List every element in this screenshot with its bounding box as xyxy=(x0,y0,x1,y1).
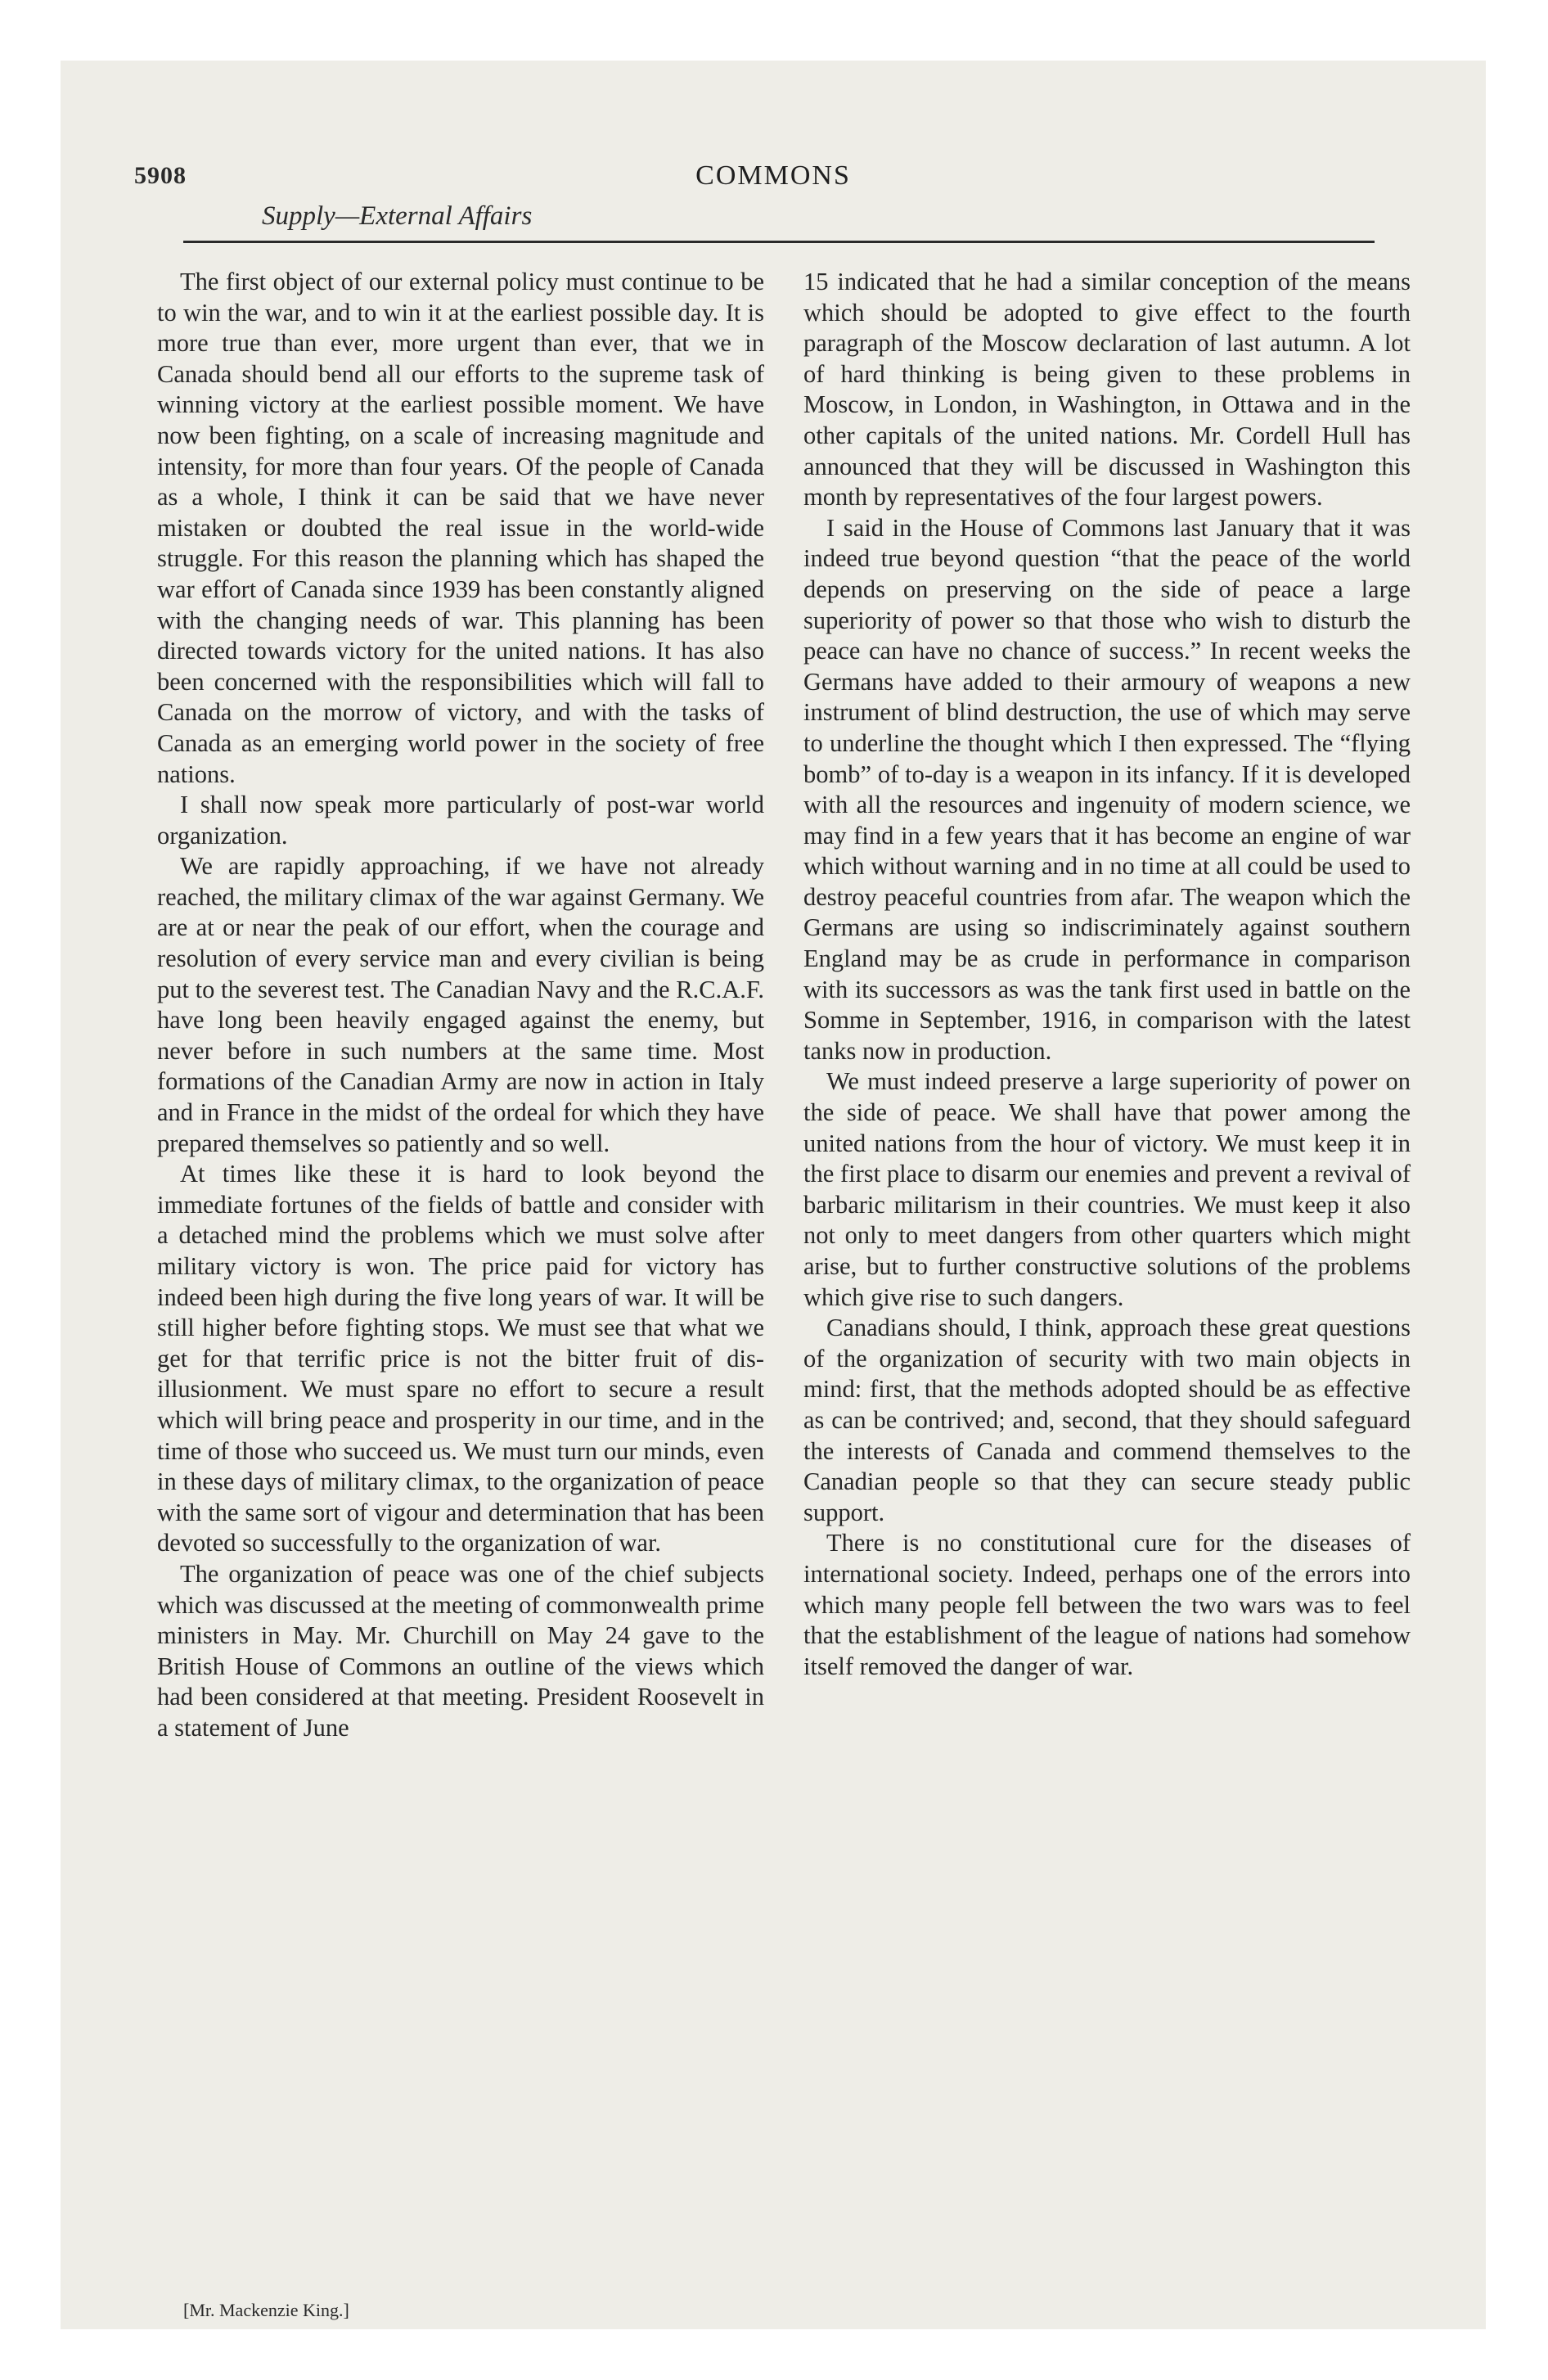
speaker-footnote: [Mr. Mackenzie King.] xyxy=(183,2300,349,2320)
paragraph-continued: 15 indicated that he had a similar conception of the means which should be adopted to give effect to the fourth paragraph of the Moscow declaration of last autumn. A lot of hard thinking is being given to these problems in Moscow, in London, in Washington, in Ottawa and in the other capitals of the united nations. Mr. Cordell Hull has announced that they will be discussed in Washington this month by representatives of the four largest powers. xyxy=(803,268,1411,512)
page-header xyxy=(61,61,1486,241)
paragraph: I shall now speak more particularly of post-war world organization. xyxy=(157,791,764,850)
paragraph: The first object of our external policy must continue to be to win the war, and to win it at the earliest possible day. It is more true than ever, more urgent than ever, that we in Canada should bend all our efforts to the supreme task of winning victory at the earliest possible moment. We have now been fighting, on a scale of increasing magnitude and intensity, for more than four years. Of the people of Canada as a whole, I think it can be said that we have never mistaken or doubted the real issue in the world-wide struggle. For this reason the planning which has shaped the war effort of Canada since 1939 has been constantly aligned with the changing needs of war. This planning has been directed towards victory for the united nations. It has also been concerned with the responsibilities which will fall to Canada on the morrow of victory, and with the tasks of Canada as an emerging world power in the society of free nations. xyxy=(157,268,764,788)
chamber-title: COMMONS xyxy=(695,160,851,191)
paragraph: Canadians should, I think, approach these great questions of the organization of security with two main objects in mind: first, that the methods adopted should be as effective as can be contrived; and, second, that they should safeguard the interests of Canada and commend themselves to the Canadian people so that they can secure steady public support. xyxy=(803,1314,1411,1526)
paragraph: At times like these it is hard to look beyond the immediate fortunes of the fields of battle and consider with a detached mind the problems which we must solve after military victory is won. The price paid for victory has indeed been high during the five long years of war. It will be still higher before fighting stops. We must see that what we get for that terrific price is not the bitter fruit of disillusionment. We must spare no effort to secure a result which will bring peace and prosperity in our time, and in the time of those who succeed us. We must turn our minds, even in these days of military climax, to the organization of peace with the same sort of vigour and determination that has been devoted so successfully to the organization of war. xyxy=(157,1160,764,1557)
paragraph: I said in the House of Commons last January that it was indeed true beyond question “that the peace of the world depends on preserving on the side of peace a large superiority of power so that those who wish to disturb the peace can have no chance of success.” In recent weeks the Germans have added to their armoury of weapons a new instrument of blind destruction, the use of which may serve to underline the thought which I then expressed. The “flying bomb” of to-day is a weapon in its infancy. If it is developed with all the resources and ingenuity of modern science, we may find in a few years that it has become an engine of war which without warning and in no time at all could be used to destroy peaceful countries from afar. The weapon which the Germans are using so indiscriminately against southern England may be as crude in performance in comparison with its successors as was the tank first used in battle on the Somme in September, 1916, in comparison with the latest tanks now in production. xyxy=(803,513,1411,1065)
right-column xyxy=(803,267,1411,1682)
left-column xyxy=(157,267,764,1744)
scanned-page xyxy=(61,61,1486,2329)
paragraph: We are rapidly approaching, if we have not already reached, the military climax of the war against Germany. We are at or near the peak of our effort, when the courage and resolution of every service man and every civilian is being put to the severest test. The Canadian Navy and the R.C.A.F. have long been heavily engaged against the enemy, but never before in such numbers at the same time. Most formations of the Canadian Army are now in action in Italy and in France in the midst of the ordeal for which they have prepared themselves so patiently and so well. xyxy=(157,852,764,1157)
header-rule xyxy=(183,241,1375,243)
paragraph: The organization of peace was one of the chief subjects which was discussed at the meeting of commonwealth prime ministers in May. Mr. Churchill on May 24 gave to the British House of Commons an outline of the views which had been considered at that meeting. President Roosevelt in a statement of June xyxy=(157,1559,764,1742)
paragraph: We must indeed preserve a large superiority of power on the side of peace. We shall have that power among the united nations from the hour of victory. We must keep it in the first place to disarm our enemies and prevent a revival of barbaric militarism in their countries. We must keep it also not only to meet dangers from other quarters which might arise, but to further constructive solutions of the problems which give rise to such dangers. xyxy=(803,1067,1411,1311)
running-head: Supply—External Affairs xyxy=(262,201,533,231)
page-number: 5908 xyxy=(134,162,187,189)
paragraph: There is no constitutional cure for the diseases of international society. Indeed, perhaps one of the errors into which many people fell between the two wars was to feel that the establishment of the league of nations had somehow itself removed the danger of war. xyxy=(803,1529,1411,1680)
